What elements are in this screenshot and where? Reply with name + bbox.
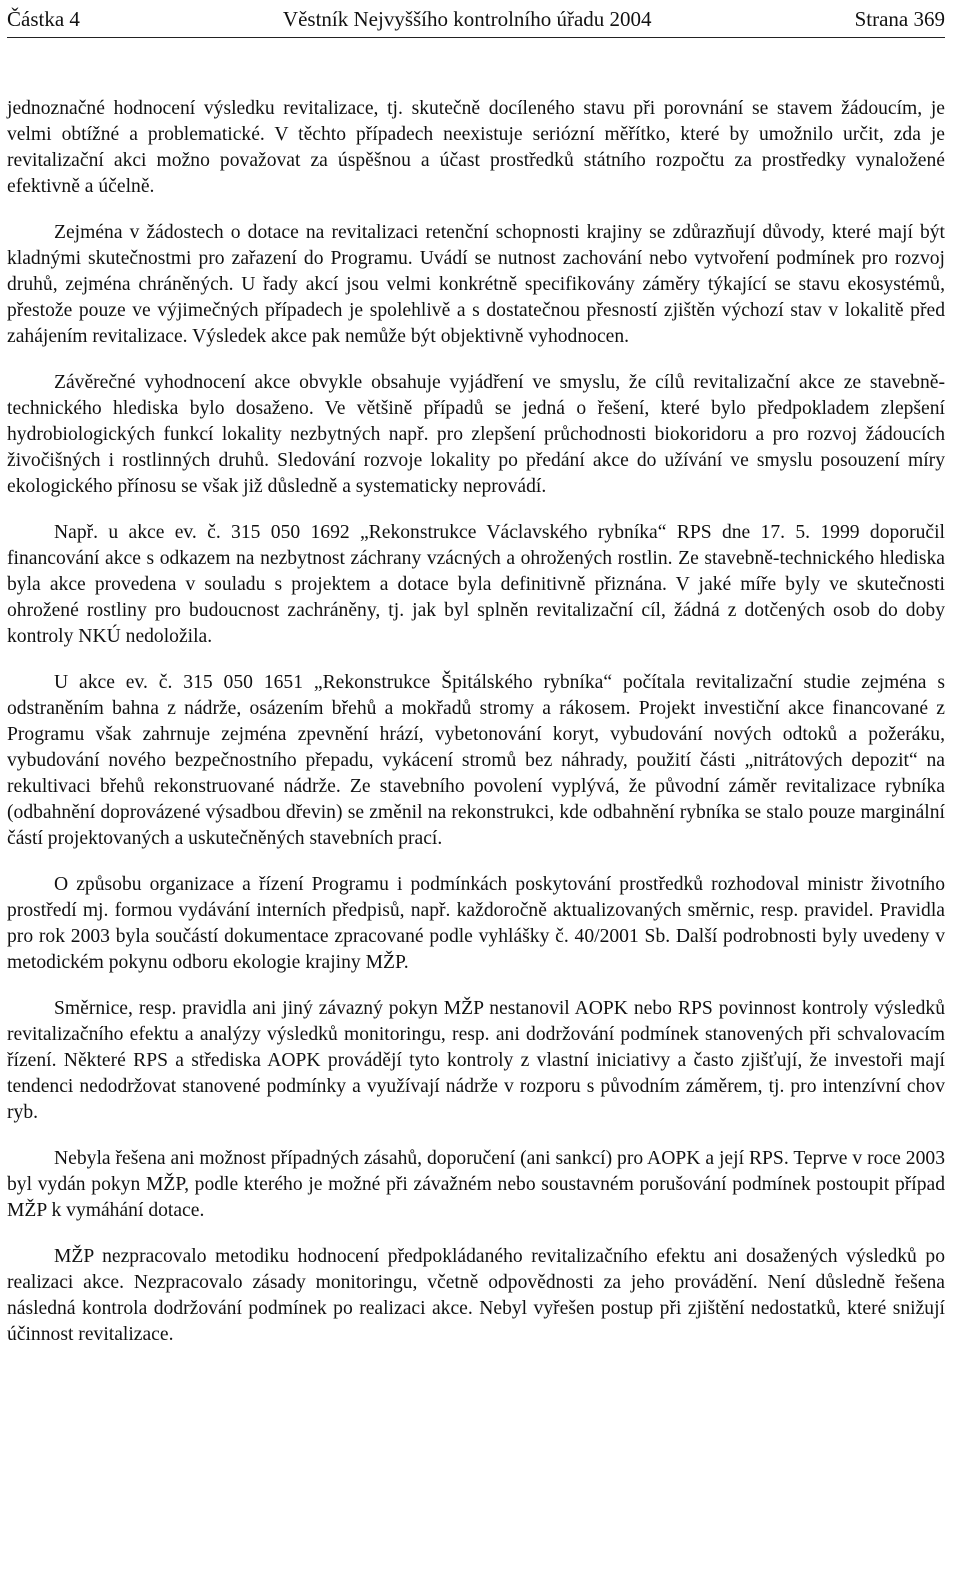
journal-title: Věstník Nejvyššího kontrolního úřadu 2004 bbox=[282, 7, 652, 31]
paragraph-3: Závěrečné vyhodnocení akce obvykle obsahuje vyjádření ve smyslu, že cílů revitalizační akce ze stavebně-technického hlediska bylo dosaženo. Ve většině případů se jedná o řešení, které bylo předpokladem zlepšení hydrobiologických funkcí lokality nezbytných např. pro zlepšení průchodnosti biokoridoru a pro rozvoj žádoucích živočišných i rostlinných druhů. Sledování rozvoje lokality po předání akce do užívání ve smyslu posouzení míry ekologického přínosu se však již důsledně a systematicky neprovádí. bbox=[7, 372, 945, 497]
paragraph-6: O způsobu organizace a řízení Programu i podmínkách poskytování prostředků rozhodoval ministr životního prostředí mj. formou vydávání interních předpisů, např. každoročně aktualizovaných směrnic, resp. pravidel. Pravidla pro rok 2003 byla součástí dokumentace zpracované podle vyhlášky č. 40/2001 Sb. Další podrobnosti byly uvedeny v metodickém pokynu odboru ekologie krajiny MŽP. bbox=[7, 874, 945, 973]
paragraph-1: jednoznačné hodnocení výsledku revitalizace, tj. skutečně docíleného stavu při porovnání se stavem žádoucím, je velmi obtížné a problematické. V těchto případech neexistuje seriózní měřítko, které by umožnilo určit, zda je revitalizační akci možno považovat za úspěšnou a účast prostředků státního rozpočtu za prostředky vynaložené efektivně a účelně. bbox=[7, 98, 945, 197]
page-number: Strana 369 bbox=[854, 7, 945, 31]
paragraph-9: MŽP nezpracovalo metodiku hodnocení předpokládaného revitalizačního efektu ani dosažených výsledků po realizaci akce. Nezpracovalo zásady monitoringu, včetně odpovědnosti za jeho provádění. Není důsledně řešena následná kontrola dodržování podmínek po realizaci akce. Nebyl vyřešen postup při zjištění nedostatků, které snižují účinnost revitalizace. bbox=[7, 1246, 945, 1345]
document-page bbox=[7, 0, 945, 1368]
paragraph-5: U akce ev. č. 315 050 1651 „Rekonstrukce Špitálského rybníka“ počítala revitalizační studie zejména s odstraněním bahna z nádrže, osázením břehů a mokřadů stromy a rákosem. Projekt investiční akce financované z Programu však zahrnuje zejména zpevnění hrází, vybetonování koryt, vybudování nových odtoků a požeráku, vybudování nového bezpečnostního přepadu, vykácení stromů bez náhrady, použití části „nitrátových depozit“ na rekultivaci břehů rekonstruované nádrže. Ze stavebního povolení vyplývá, že původní záměr revitalizace rybníka (odbahnění doprovázené výsadbou dřevin) se změnil na rekonstrukci, kde odbahnění rybníka se stalo pouze marginální částí projektovaných a uskutečněných stavebních prací. bbox=[7, 672, 945, 849]
paragraph-4: Např. u akce ev. č. 315 050 1692 „Rekonstrukce Václavského rybníka“ RPS dne 17. 5. 1999 doporučil financování akce s odkazem na nezbytnost záchrany vzácných a ohrožených rostlin. Ze stavebně-technického hlediska byla akce provedena v souladu s projektem a dotace byla definitivně přiznána. V jaké míře byly ve skutečnosti ohrožené rostliny pro budoucnost zachráněny, tj. jak byl splněn revitalizační cíl, žádná z dotčených osob do doby kontroly NKÚ nedoložila. bbox=[7, 522, 945, 647]
paragraph-7: Směrnice, resp. pravidla ani jiný závazný pokyn MŽP nestanovil AOPK nebo RPS povinnost kontroly výsledků revitalizačního efektu a analýzy výsledků monitoringu, resp. ani dodržování podmínek stanovených při schvalovacím řízení. Některé RPS a střediska AOPK provádějí tyto kontroly z vlastní iniciativy a často zjišťují, že investoři mají tendenci nedodržovat stanovené podmínky a využívají nádrže v rozporu s původním záměrem, tj. pro intenzívní chov ryb. bbox=[7, 998, 945, 1123]
paragraph-2: Zejména v žádostech o dotace na revitalizaci retenční schopnosti krajiny se zdůrazňují důvody, které mají být kladnými skutečnostmi pro zařazení do Programu. Uvádí se nutnost zachování nebo vytvoření podmínek pro rozvoj druhů, zejména chráněných. U řady akcí jsou velmi konkrétně specifikovány záměry týkající se stavu ekosystémů, přestože pouze ve výjimečných případech je spolehlivě a s dostatečnou přesností zjištěn výchozí stav v lokalitě před zahájením revitalizace. Výsledek akce pak nemůže být objektivně vyhodnocen. bbox=[7, 222, 945, 347]
page-header bbox=[7, 0, 945, 38]
paragraph-8: Nebyla řešena ani možnost případných zásahů, doporučení (ani sankcí) pro AOPK a její RPS. Teprve v roce 2003 byl vydán pokyn MŽP, podle kterého je možné při závažném nebo soustavném porušování podmínek postoupit případ MŽP k vymáhání dotace. bbox=[7, 1148, 945, 1221]
body-text bbox=[7, 96, 945, 1348]
issue-number: Částka 4 bbox=[7, 7, 80, 31]
